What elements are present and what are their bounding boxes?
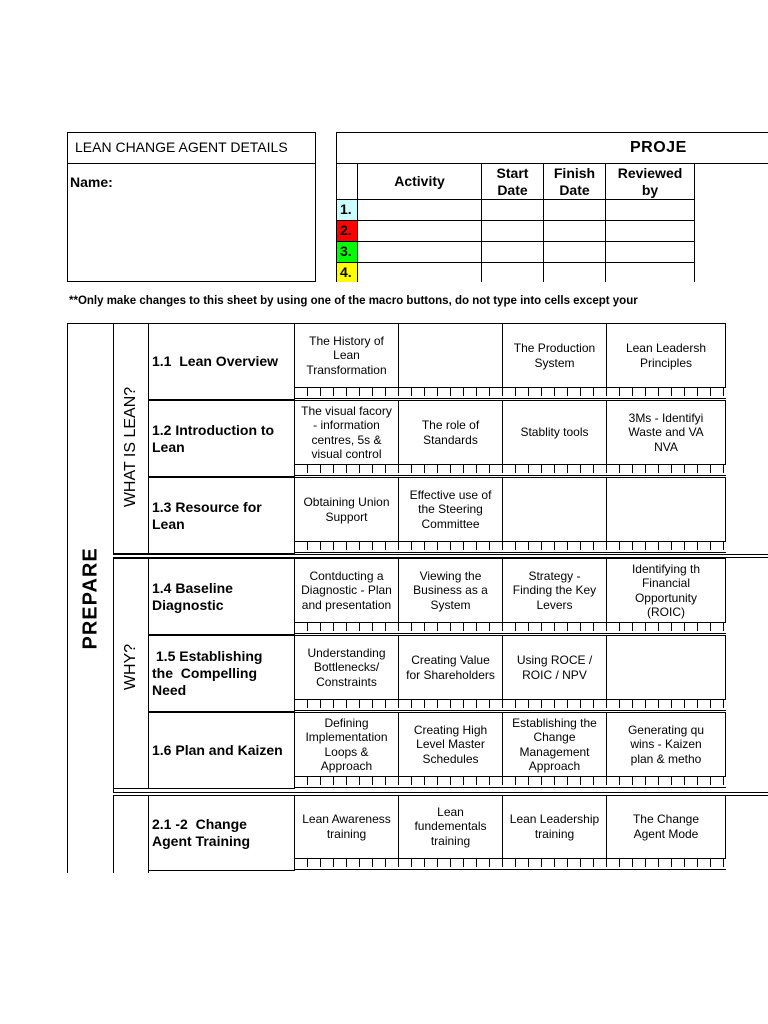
activity-cell[interactable] (606, 477, 726, 541)
activity-cell[interactable] (294, 558, 399, 622)
row-bottom-line (294, 633, 399, 634)
agent-details-title: LEAN CHANGE AGENT DETAILS (75, 139, 288, 155)
activity-cell[interactable] (398, 635, 503, 699)
macro-note: **Only make changes to this sheet by using one of the macro buttons, do not type into cells except your (69, 295, 638, 307)
progress-ticks[interactable] (294, 464, 399, 473)
progress-ticks[interactable] (502, 858, 607, 867)
activity-label: Viewing the Business as a System (413, 568, 488, 612)
activity-cell[interactable] (398, 477, 503, 541)
progress-ticks[interactable] (398, 622, 503, 631)
topic-label: 1.2 Introduction to Lean (152, 421, 275, 455)
row-bottom-line (502, 633, 607, 634)
project-row-cell[interactable] (543, 241, 606, 263)
activity-label: Effective use of the Steering Committee (409, 487, 492, 531)
topic-label: 1.3 Resource for Lean (152, 498, 262, 532)
start-date-header: Start Date (481, 163, 544, 200)
activity-header: Activity (357, 163, 482, 200)
finish-date-header: Finish Date (543, 163, 606, 200)
topic-label: 1.4 Baseline Diagnostic (152, 579, 233, 613)
progress-ticks[interactable] (398, 387, 503, 396)
project-row-cell[interactable] (543, 262, 606, 282)
project-row-cell[interactable] (605, 262, 695, 282)
project-row-number (336, 220, 358, 242)
activity-label: Contducting a Diagnostic - Plan and presentation (301, 568, 392, 612)
project-row-cell[interactable] (481, 262, 544, 282)
row-bottom-line (398, 475, 503, 476)
topic-cell (148, 558, 295, 635)
activity-label: The Production System (513, 341, 596, 370)
activity-label: Generating qu wins - Kaizen plan & metho (627, 722, 705, 766)
row-bottom-line (398, 398, 503, 399)
topic-cell (148, 635, 295, 712)
project-row-cell[interactable] (605, 241, 695, 263)
progress-ticks[interactable] (606, 541, 726, 550)
progress-ticks[interactable] (502, 622, 607, 631)
activity-cell[interactable] (502, 635, 607, 699)
activity-cell[interactable] (606, 400, 726, 464)
row-bottom-line (502, 710, 607, 711)
topic-cell (148, 477, 295, 554)
progress-ticks[interactable] (398, 541, 503, 550)
activity-label: Lean Leadership training (509, 812, 600, 841)
topic-label: 2.1 -2 Change Agent Training (152, 815, 250, 849)
row-bottom-line (606, 869, 726, 870)
row-bottom-line (502, 475, 607, 476)
activity-cell[interactable] (294, 477, 399, 541)
project-row-number (336, 199, 358, 221)
row-bottom-line (502, 869, 607, 870)
project-row-number-text: 3. (340, 243, 352, 259)
topic-label: 1.6 Plan and Kaizen (152, 742, 283, 758)
activity-cell[interactable] (398, 794, 503, 858)
row-bottom-line (606, 710, 726, 711)
activity-label: Creating High Level Master Schedules (413, 722, 488, 766)
topic-cell (148, 794, 295, 871)
activity-label: Lean fundementals training (414, 804, 487, 848)
group-label: WHY? (122, 643, 139, 691)
activity-cell[interactable] (294, 635, 399, 699)
row-bottom-line (502, 552, 607, 553)
row-bottom-line (502, 398, 607, 399)
activity-cell[interactable] (502, 323, 607, 387)
progress-ticks[interactable] (606, 464, 726, 473)
progress-ticks[interactable] (294, 776, 399, 785)
activity-cell[interactable] (398, 400, 503, 464)
project-row-number-text: 1. (340, 201, 352, 217)
project-row-number (336, 241, 358, 263)
row-bottom-line (398, 787, 503, 788)
progress-ticks[interactable] (398, 699, 503, 708)
plan-grid (67, 323, 768, 873)
project-row-cell[interactable] (543, 199, 606, 221)
activity-label: Identifying th Financial Opportunity (ROIC) (631, 561, 701, 619)
activity-label: The visual facory - information centres, 5s & visual control (301, 403, 392, 461)
activity-label: Strategy - Finding the Key Levers (512, 568, 597, 612)
project-box (336, 132, 768, 282)
project-row-cell[interactable] (481, 241, 544, 263)
project-row-number-text: 2. (340, 222, 352, 238)
activity-cell[interactable] (502, 477, 607, 541)
phase-label: PREPARE (79, 547, 102, 650)
section-separator (113, 554, 768, 558)
activity-label: Establishing the Change Management Approach (512, 715, 597, 773)
activity-cell[interactable] (502, 794, 607, 858)
row-bottom-line (398, 552, 503, 553)
project-row-cell[interactable] (357, 220, 482, 242)
activity-cell[interactable] (398, 323, 503, 387)
reviewed-by-header: Reviewed by (605, 163, 695, 200)
row-bottom-line (294, 869, 399, 870)
topic-label: 1.5 Establishing the Compelling Need (152, 648, 263, 698)
row-bottom-line (606, 398, 726, 399)
activity-label: Creating Value for Shareholders (406, 653, 495, 682)
topic-cell (148, 400, 295, 477)
topic-cell (148, 323, 295, 400)
activity-label: Defining Implementation Loops & Approach (305, 715, 388, 773)
row-bottom-line (294, 552, 399, 553)
project-row-cell[interactable] (357, 262, 482, 282)
activity-label: The role of Standards (421, 418, 480, 447)
progress-ticks[interactable] (294, 858, 399, 867)
progress-ticks[interactable] (502, 464, 607, 473)
progress-ticks[interactable] (398, 464, 503, 473)
topic-label: 1.1 Lean Overview (152, 353, 279, 369)
progress-ticks[interactable] (606, 387, 726, 396)
project-row-number-text: 4. (340, 264, 352, 280)
group-label: WHAT IS LEAN? (122, 386, 139, 508)
row-bottom-line (398, 710, 503, 711)
project-row-cell[interactable] (357, 199, 482, 221)
project-row-cell[interactable] (543, 220, 606, 242)
activity-label: The Change Agent Mode (632, 812, 700, 841)
project-title: PROJE (630, 139, 687, 156)
activity-label: Obtaining Union Support (303, 495, 390, 524)
progress-ticks[interactable] (606, 776, 726, 785)
activity-label: The History of Lean Transformation (306, 333, 387, 377)
activity-label: Lean Awareness training (302, 812, 391, 841)
activity-label: Understanding Bottlenecks/ Constraints (307, 645, 386, 689)
activity-cell[interactable] (502, 712, 607, 776)
progress-ticks[interactable] (294, 622, 399, 631)
section-separator (113, 792, 768, 796)
topic-cell (148, 712, 295, 789)
activity-cell[interactable] (398, 558, 503, 622)
activity-label: 3Ms - Identifyi Waste and VA NVA (628, 410, 704, 454)
activity-cell[interactable] (502, 558, 607, 622)
activity-cell[interactable] (294, 794, 399, 858)
activity-cell[interactable] (606, 558, 726, 622)
name-label: Name: (70, 174, 113, 190)
project-row-cell[interactable] (357, 241, 482, 263)
row-bottom-line (606, 552, 726, 553)
activity-cell[interactable] (294, 323, 399, 387)
progress-ticks[interactable] (502, 776, 607, 785)
progress-ticks[interactable] (502, 387, 607, 396)
project-row-cell[interactable] (481, 220, 544, 242)
progress-ticks[interactable] (606, 622, 726, 631)
row-bottom-line (294, 787, 399, 788)
row-bottom-line (606, 633, 726, 634)
name-field[interactable] (120, 165, 310, 275)
activity-label: Stablity tools (520, 425, 589, 440)
row-bottom-line (294, 710, 399, 711)
progress-ticks[interactable] (294, 387, 399, 396)
row-bottom-line (398, 633, 503, 634)
activity-cell[interactable] (606, 323, 726, 387)
progress-ticks[interactable] (606, 858, 726, 867)
progress-ticks[interactable] (398, 776, 503, 785)
activity-cell[interactable] (294, 400, 399, 464)
activity-cell[interactable] (398, 712, 503, 776)
activity-label: Using ROCE / ROIC / NPV (516, 653, 593, 682)
progress-ticks[interactable] (294, 699, 399, 708)
activity-cell[interactable] (606, 794, 726, 858)
activity-cell[interactable] (294, 712, 399, 776)
row-bottom-line (606, 787, 726, 788)
activity-cell[interactable] (606, 635, 726, 699)
project-row-cell[interactable] (481, 199, 544, 221)
progress-ticks[interactable] (294, 541, 399, 550)
activity-cell[interactable] (502, 400, 607, 464)
project-row-cell[interactable] (605, 199, 695, 221)
row-bottom-line (294, 398, 399, 399)
row-bottom-line (606, 475, 726, 476)
progress-ticks[interactable] (502, 541, 607, 550)
progress-ticks[interactable] (606, 699, 726, 708)
progress-ticks[interactable] (398, 858, 503, 867)
progress-ticks[interactable] (502, 699, 607, 708)
group-cell (113, 794, 149, 873)
row-bottom-line (398, 869, 503, 870)
row-bottom-line (502, 787, 607, 788)
activity-cell[interactable] (606, 712, 726, 776)
activity-label: Lean Leadersh Principles (625, 341, 707, 370)
project-row-number (336, 262, 358, 282)
row-bottom-line (294, 475, 399, 476)
project-row-cell[interactable] (605, 220, 695, 242)
